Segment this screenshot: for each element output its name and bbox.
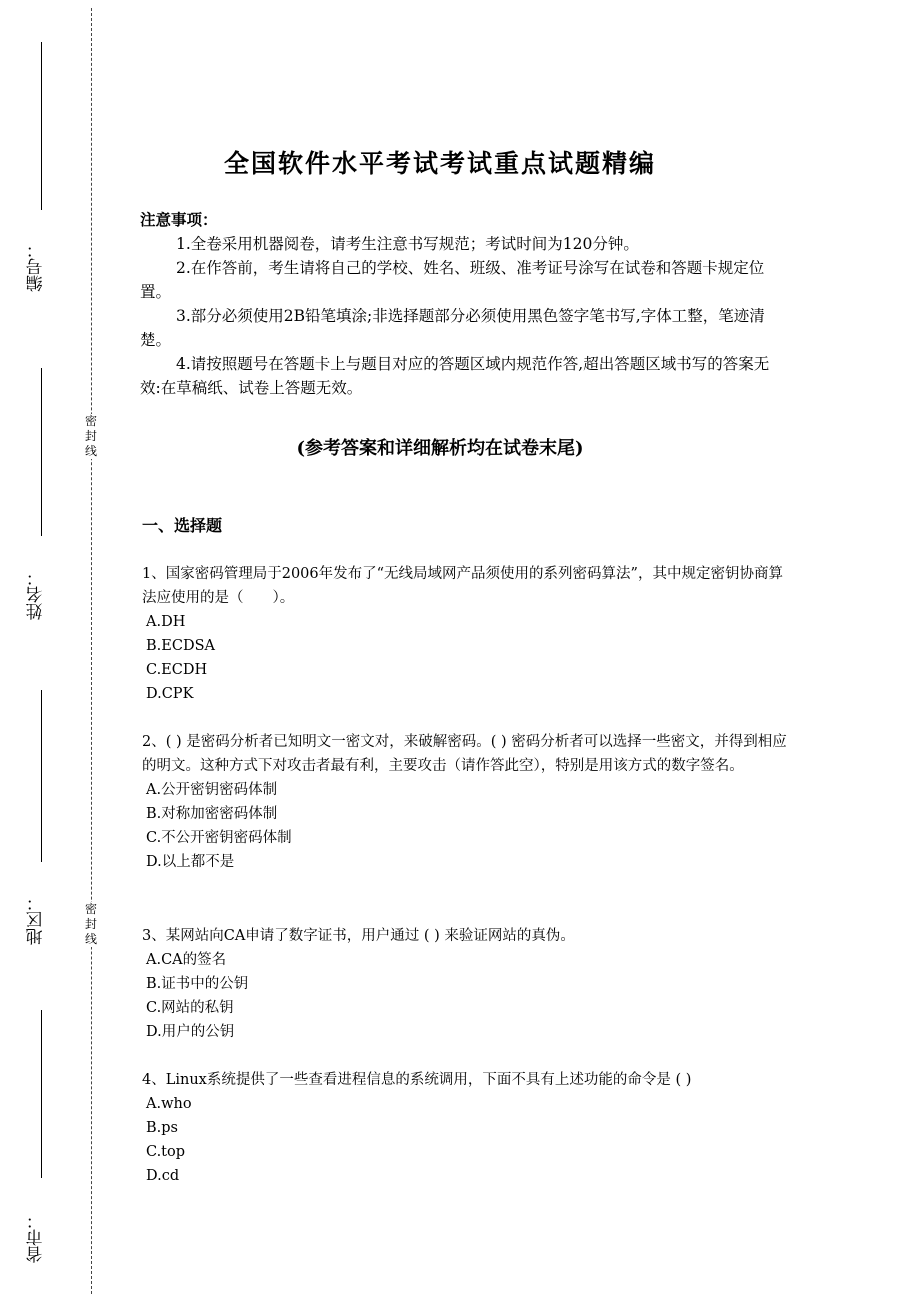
field-id [16,92,56,292]
question-option: A.CA的签名 [146,952,227,968]
note-item: 3.部分必须使用2B铅笔填涂;非选择题部分必须使用黑色签字笔书写,字体工整，笔迹清楚。 [140,307,765,349]
question-option: A.公开密钥密码体制 [146,782,278,798]
question-option: C.网站的私钥 [146,1000,234,1016]
field-id-label: 编号： [26,241,47,292]
question-option: B.ECDSA [146,638,215,654]
answer-note-subtitle: (参考答案和详细解析均在试卷末尾) [296,438,584,459]
note-item: 2.在作答前，考生请将自己的学校、姓名、班级、准考证号涂写在试卷和答题卡规定位置。 [140,259,765,301]
field-region [16,745,56,945]
question-option: C.ECDH [146,662,208,678]
question-1 [142,562,787,706]
question-stem: 3、某网站向CA申请了数字证书，用户通过 ( ) 来验证网站的真伪。 [142,928,575,944]
field-name-label: 姓名： [26,569,47,620]
note-item: 1.全卷采用机器阅卷，请考生注意书写规范；考试时间为120分钟。 [176,235,639,253]
field-region-label: 地区： [26,894,47,945]
field-name-line [41,368,42,536]
question-stem: 2、( ) 是密码分析者已知明文一密文对，来破解密码。( ) 密码分析者可以选择一些密文，并得到相应的明文。这种方式下对攻击者最有利，主要攻击（请作答此空），特别是用该方式的数字签名。 [142,734,787,774]
question-option: A.who [146,1096,192,1112]
seal-label-top: 密封线 [82,414,100,459]
document-title: 全国软件水平考试考试重点试题精编 [223,149,656,178]
binding-dashed-line [91,8,92,1294]
question-option: B.对称加密密码体制 [146,806,278,822]
seal-label-bottom: 密封线 [82,902,100,947]
note-item: 4.请按照题号在答题卡上与题目对应的答题区域内规范作答,超出答题区域书写的答案无效:在草稿纸、试卷上答题无效。 [140,355,770,397]
question-option: D.CPK [146,686,194,702]
question-2 [142,730,787,874]
notes-block [140,208,785,400]
field-name [16,420,56,620]
field-id-line [41,42,42,210]
question-option: D.用户的公钥 [146,1024,235,1040]
question-stem: 4、Linux系统提供了一些查看进程信息的系统调用，下面不具有上述功能的命令是 ( ) [142,1072,692,1088]
question-option: B.ps [146,1120,178,1136]
question-option: D.以上都不是 [146,854,235,870]
question-4 [142,1068,787,1188]
field-province-line [41,1010,42,1178]
section-title: 一、选择题 [142,516,223,535]
question-option: B.证书中的公钥 [146,976,249,992]
field-region-line [41,690,42,862]
question-option: C.top [146,1144,186,1160]
field-province-label: 省市： [26,1212,47,1263]
notes-heading: 注意事项： [140,210,218,229]
question-option: C.不公开密钥密码体制 [146,830,292,846]
question-stem: 1、国家密码管理局于2006年发布了“无线局域网产品须使用的系列密码算法”，其中规定密钥协商算法应使用的是（ ）。 [142,566,783,606]
question-option: A.DH [146,614,186,630]
field-province [16,1063,56,1263]
question-3 [142,924,787,1044]
question-option: D.cd [146,1168,180,1184]
